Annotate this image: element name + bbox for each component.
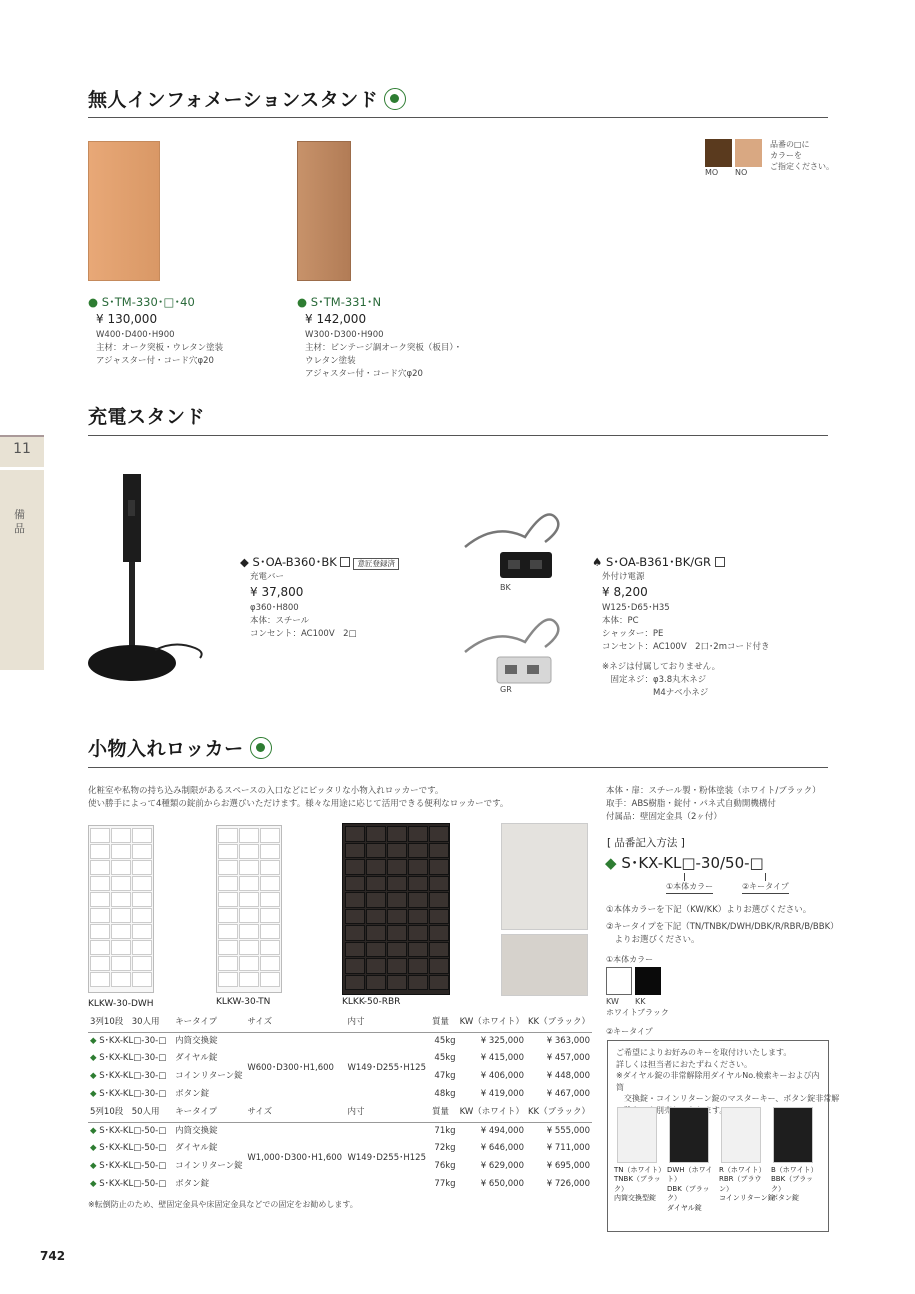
locker-door [429, 826, 449, 842]
key-label-tn: TN（ホワイト） TNBK（ブラック） 内筒交換型錠 [614, 1166, 666, 1203]
locker-door [429, 909, 449, 925]
chapter-number: 11 [13, 441, 31, 457]
locker-door [239, 908, 259, 923]
locker-door [366, 942, 386, 958]
locker-door [260, 940, 280, 955]
locker-door [218, 828, 238, 843]
locker-door [366, 843, 386, 859]
body-color-title: ①本体カラー [606, 955, 654, 964]
locker-door [90, 940, 110, 955]
key-label-dial: DWH（ホワイト） DBK（ブラック） ダイヤル錠 [667, 1166, 713, 1212]
design-registered-badge: 意匠登録済 [353, 558, 399, 570]
product-stm330: ● S･TM-330･□･40 ¥ 130,000 W400･D400･H900 主材：オーク突板・ウレタン塗装 アジャスター付・コード穴φ20 [88, 295, 224, 367]
locker-door [260, 956, 280, 971]
locker-door [387, 892, 407, 908]
locker-door [366, 826, 386, 842]
table-row: ◆ S･KX-KL□-30-□ 内筒交換錠 W600･D300･H1,600 W149･D255･H125 45kg ¥ 325,000 ¥ 363,000 [88, 1032, 592, 1050]
locker-door [239, 828, 259, 843]
locker-door [260, 892, 280, 907]
locker-door [387, 975, 407, 991]
locker-door [132, 972, 152, 987]
locker-door [408, 826, 428, 842]
locker-door [239, 972, 259, 987]
locker-door [429, 925, 449, 941]
locker-door [366, 958, 386, 974]
swatch-mo [705, 139, 732, 167]
locker-door [90, 956, 110, 971]
locker-door [239, 940, 259, 955]
product-image-stm330 [88, 141, 160, 281]
locker-door [408, 909, 428, 925]
locker-door [345, 876, 365, 892]
locker-door [366, 925, 386, 941]
locker-door [345, 909, 365, 925]
table-header-30: 3列10段 30人用 キータイプ サイズ 内寸 質量 KW（ホワイト） KK（ブラック） [90, 1017, 590, 1028]
page-number: 742 [40, 1249, 66, 1263]
locker-door [90, 892, 110, 907]
locker-door [218, 908, 238, 923]
locker-photo-interior [501, 934, 588, 996]
key-image-tn [617, 1107, 657, 1163]
table-header-50: 5列10段 50人用 キータイプ サイズ 内寸 質量 KW（ホワイト） KK（ブラック） [90, 1107, 590, 1118]
order-code: ◆ S･KX-KL□-30/50-□ [605, 854, 764, 872]
locker-photo-installation [501, 823, 588, 930]
table-row: ◆ S･KX-KL□-30-□ ダイヤル錠 45kg ¥ 415,000 ¥ 457,000 [90, 1053, 590, 1064]
swatch-kk [635, 967, 661, 995]
locker-door [408, 975, 428, 991]
locker-door [429, 958, 449, 974]
locker-door [260, 972, 280, 987]
locker-door [111, 860, 131, 875]
locker-door [111, 940, 131, 955]
locker-door [132, 876, 152, 891]
key-label-button: B（ホワイト） BBK（ブラック） ボタン錠 [771, 1166, 818, 1203]
locker-door [387, 942, 407, 958]
chapter-label: 備品 [14, 508, 25, 536]
key-image-dial [669, 1107, 709, 1163]
locker-door [429, 859, 449, 875]
label-gr: GR [500, 685, 512, 694]
footnote: ※転倒防止のため、壁固定金具や床固定金具などでの固定をお勧めします。 [88, 1200, 358, 1209]
color-note: 品番の□に カラーを ご指定ください。 [770, 140, 834, 172]
swatch-mo-label: MO [705, 168, 719, 177]
locker-door [429, 876, 449, 892]
locker-door [366, 876, 386, 892]
locker-door [111, 844, 131, 859]
order-title: [ 品番記入方法 ] [607, 837, 685, 849]
locker-door [132, 892, 152, 907]
locker-door [429, 975, 449, 991]
locker-door [111, 972, 131, 987]
eco-mark-icon [250, 737, 272, 759]
locker-door [429, 892, 449, 908]
label-bk: BK [500, 583, 511, 592]
section-title-charging-stand: 充電スタンド [88, 406, 206, 428]
locker-door [260, 908, 280, 923]
locker-door [218, 972, 238, 987]
locker-door [387, 958, 407, 974]
section-title-info-stand: 無人インフォメーションスタンド [88, 88, 406, 114]
key-type-box: ご希望によりお好みのキーを取付けいたします。 詳しくは担当者におたずねください。 ※ダイヤル錠の非常解除用ダイヤルNo.検索キーおよび内筒 交換錠・コインリターン錠のマスターキー、ボタン錠非常解 [607, 1040, 829, 1232]
locker-door [111, 892, 131, 907]
locker-door [132, 908, 152, 923]
locker-door [111, 908, 131, 923]
locker-door [345, 925, 365, 941]
key-label-coin: R（ホワイト） RBR（ブラウン） コインリターン錠 [719, 1166, 775, 1203]
product-stm331: ● S･TM-331･N ¥ 142,000 W300･D300･H900 主材：ビンテージ調オーク突板（板目）・ ウレタン塗装 アジャスター付・コード穴φ20 [297, 295, 463, 380]
table-row: ◆ S･KX-KL□-50-□ ボタン錠 77kg ¥ 650,000 ¥ 726,000 [90, 1179, 590, 1190]
product-oab361: ♠ S･OA-B361･BK/GR 外付け電源 ¥ 8,200 W125･D65･H35 本体：PC シャッター：PE コンセント：AC100V 2口･2mコード付き ※ネジは付属しておりません。 固定ネジ：φ3.8丸木ネジ M4ナベ小ネジ [592, 555, 770, 698]
key-type-title: ②キータイプ [606, 1027, 653, 1036]
swatch-kw-name: ホワイト [606, 1008, 638, 1017]
power-unit-gr-image [455, 612, 575, 687]
locker-door [218, 844, 238, 859]
swatch-kk-name: ブラック [637, 1008, 669, 1017]
locker-price-table [88, 1014, 592, 1194]
image-label-1: KLKW-30-DWH [88, 999, 154, 1009]
locker-door [387, 909, 407, 925]
eco-mark-icon [384, 88, 406, 110]
locker-door [218, 860, 238, 875]
locker-door [387, 925, 407, 941]
table-row: ◆ S･KX-KL□-30-□ コインリターン錠 47kg ¥ 406,000 ¥ 448,000 [90, 1071, 590, 1082]
locker-door [345, 942, 365, 958]
table-row: ◆ S･KX-KL□-50-□ 内筒交換錠 W1,000･D300･H1,600 W149･D255･H125 71kg ¥ 494,000 ¥ 555,000 [88, 1122, 592, 1140]
locker-door [218, 924, 238, 939]
swatch-no-label: NO [735, 168, 748, 177]
locker-door [218, 940, 238, 955]
section-title-locker: 小物入れロッカー [88, 737, 272, 763]
locker-door [345, 892, 365, 908]
key-image-coin [721, 1107, 761, 1163]
table-row: ◆ S･KX-KL□-50-□ ダイヤル錠 72kg ¥ 646,000 ¥ 711,000 [90, 1143, 590, 1154]
swatch-no [735, 139, 762, 167]
locker-door [239, 844, 259, 859]
order-part-color: ①本体カラー [666, 882, 713, 894]
image-label-2: KLKW-30-TN [216, 997, 271, 1007]
locker-material: 本体・扉：スチール製・粉体塗装（ホワイト/ブラック） 取手：ABS樹脂・錠付・パネ式自動開機構付 付属品：壁固定金具（2ヶ付） [606, 786, 821, 823]
locker-door [345, 826, 365, 842]
swatch-kw-code: KW [606, 997, 619, 1006]
locker-door [345, 859, 365, 875]
locker-door [239, 924, 259, 939]
locker-door [90, 972, 110, 987]
locker-door [345, 843, 365, 859]
locker-door [408, 942, 428, 958]
table-row: ◆ S･KX-KL□-30-□ ボタン錠 48kg ¥ 419,000 ¥ 467,000 [90, 1089, 590, 1100]
locker-door [111, 876, 131, 891]
locker-door [239, 956, 259, 971]
table-row: ◆ S･KX-KL□-50-□ コインリターン錠 76kg ¥ 629,000 ¥ 695,000 [90, 1161, 590, 1172]
locker-door [90, 876, 110, 891]
swatch-kw [606, 967, 632, 995]
locker-door [387, 876, 407, 892]
product-image-stm331 [297, 141, 351, 281]
locker-door [218, 876, 238, 891]
locker-door [387, 859, 407, 875]
locker-door [132, 924, 152, 939]
locker-door [90, 828, 110, 843]
locker-door [111, 924, 131, 939]
charging-bar-image [85, 470, 215, 690]
locker-door [90, 924, 110, 939]
locker-door [111, 828, 131, 843]
locker-door [90, 844, 110, 859]
locker-door [132, 860, 152, 875]
locker-door [408, 859, 428, 875]
locker-door [366, 975, 386, 991]
locker-door [111, 956, 131, 971]
swatch-kk-code: KK [635, 997, 646, 1006]
locker-door [132, 844, 152, 859]
key-image-button [773, 1107, 813, 1163]
locker-door [90, 860, 110, 875]
locker-door [408, 876, 428, 892]
locker-door [408, 892, 428, 908]
locker-door [387, 826, 407, 842]
image-label-3: KLKK-50-RBR [342, 997, 401, 1007]
locker-door [366, 859, 386, 875]
power-unit-bk-image [455, 502, 575, 582]
order-notes: ①本体カラーを下記（KW/KK）よりお選びください。 ②キータイプを下記（TN/TNBK/DWH/DBK/R/RBR/B/BBK） よりお選びください。 [606, 905, 839, 946]
locker-door [239, 860, 259, 875]
locker-door [366, 909, 386, 925]
locker-door [387, 843, 407, 859]
locker-door [366, 892, 386, 908]
locker-door [345, 958, 365, 974]
locker-door [429, 942, 449, 958]
locker-door [132, 828, 152, 843]
locker-door [429, 843, 449, 859]
locker-door [239, 892, 259, 907]
locker-intro: 化粧室や私物の持ち込み制限があるスペースの入口などにピッタリな小物入れロッカーです。 使い勝手によって4種類の錠前からお選びいただけます。様々な用途に応じて活用できる便利なロッカーです。 [88, 786, 509, 810]
locker-door [132, 940, 152, 955]
locker-door [239, 876, 259, 891]
locker-door [90, 908, 110, 923]
locker-door [260, 924, 280, 939]
order-part-key: ②キータイプ [742, 882, 789, 894]
locker-door [218, 892, 238, 907]
locker-door [260, 844, 280, 859]
locker-door [132, 956, 152, 971]
locker-door [408, 925, 428, 941]
locker-door [260, 876, 280, 891]
product-oab360: ◆ S･OA-B360･BK 意匠登録済 充電バー ¥ 37,800 φ360･H800 本体：スチール コンセント：AC100V 2□ [240, 555, 399, 641]
locker-door [260, 828, 280, 843]
locker-door [408, 958, 428, 974]
locker-door [260, 860, 280, 875]
locker-door [218, 956, 238, 971]
locker-door [408, 843, 428, 859]
locker-door [345, 975, 365, 991]
